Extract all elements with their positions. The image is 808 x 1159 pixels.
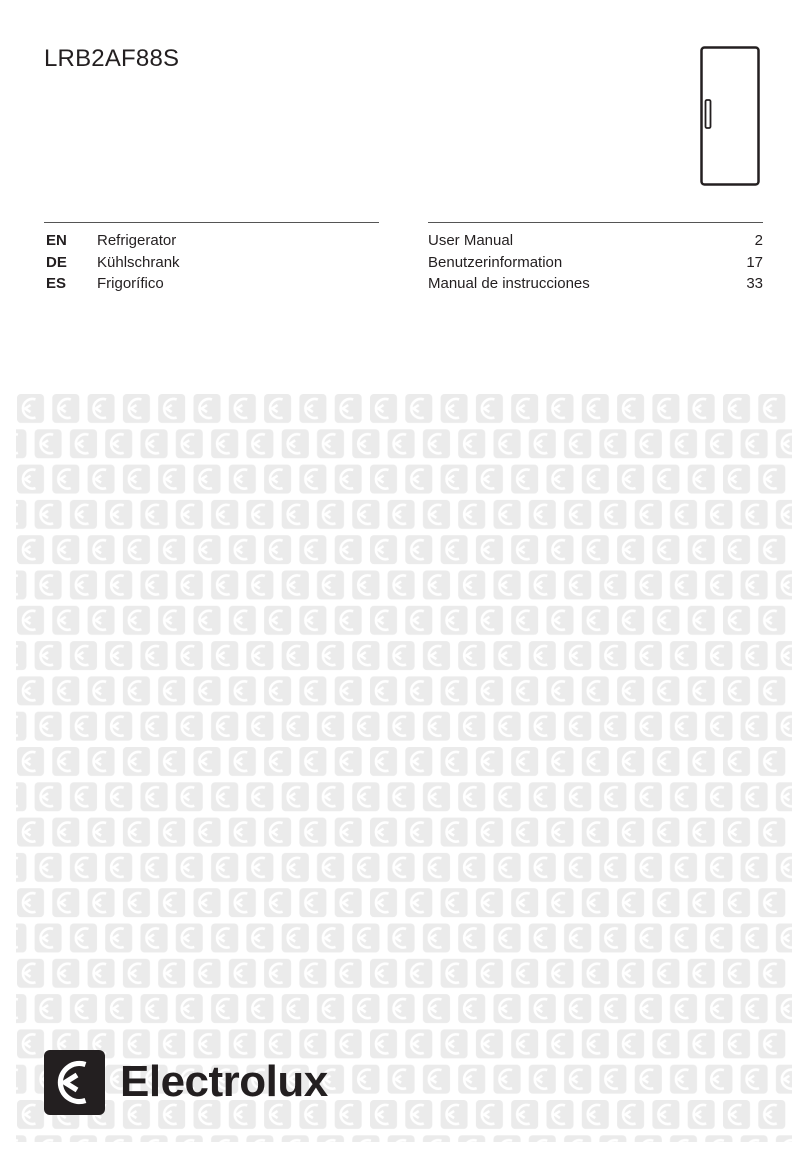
electrolux-pattern-icon [16,393,792,1142]
language-row [44,231,763,253]
page-number: 33 [746,275,763,292]
page-number: 17 [746,253,763,271]
brand-logo [44,1047,328,1117]
divider-right [428,222,763,223]
language-code: ES [46,275,67,292]
language-row [44,274,763,296]
brand-name: Electrolux [120,1057,328,1106]
language-code: DE [46,253,67,271]
document-type: Manual de instrucciones [428,275,590,292]
product-name: Refrigerator [97,232,177,249]
product-name: Kühlschrank [97,253,180,271]
page-number: 2 [754,232,763,249]
document-type: User Manual [428,232,514,249]
refrigerator-icon [700,46,760,186]
model-number: LRB2AF88S [44,45,180,72]
language-table [44,231,763,296]
product-name: Frigorífico [97,275,164,292]
document-type: Benutzerinformation [428,253,563,271]
electrolux-logo-icon [44,1050,105,1115]
language-row [44,253,763,275]
divider-left [44,222,379,223]
language-code: EN [46,232,67,249]
